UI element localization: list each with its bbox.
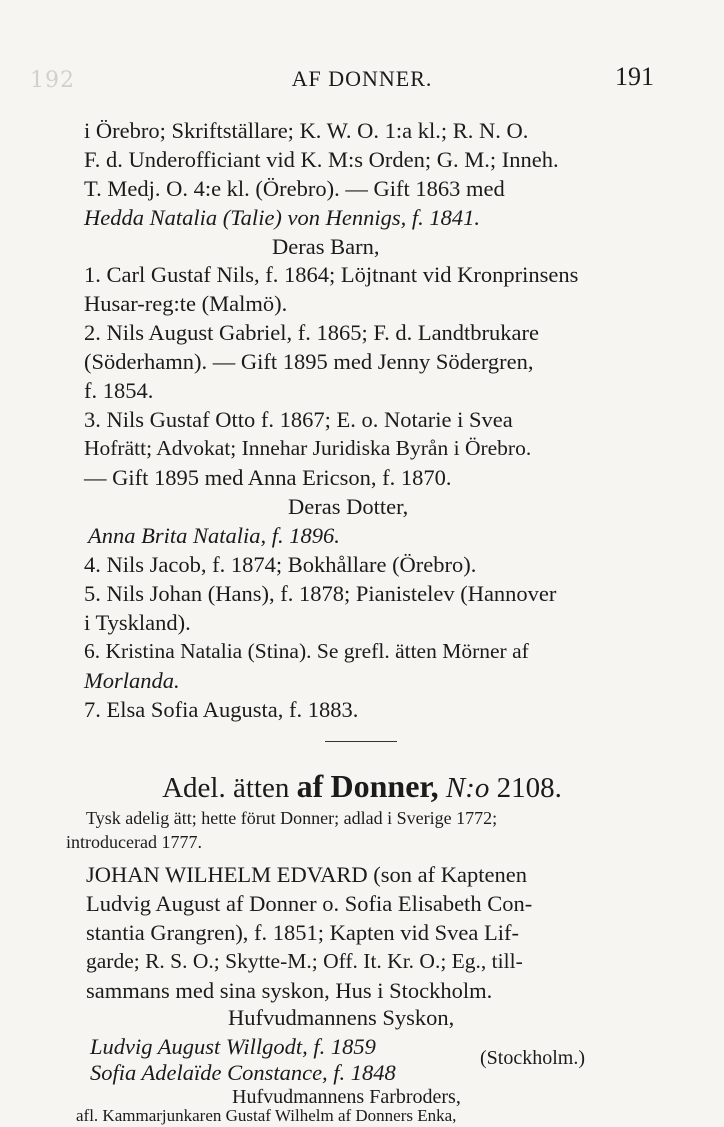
title-name: Donner,: [330, 768, 439, 804]
text-line: Husar-reg:te (Malmö).: [84, 291, 288, 316]
text-line: T. Medj. O. 4:e kl. (Örebro). — Gift 1863 med: [84, 176, 505, 201]
text-line: stantia Grangren), f. 1851; Kapten vid Svea Lif-: [86, 920, 519, 945]
page-header: [0, 62, 724, 102]
text-line: Ludvig August af Donner o. Sofia Elisabeth Con-: [86, 891, 533, 916]
text-line: F. d. Underofficiant vid K. M:s Orden; G. M.; Inneh.: [84, 147, 559, 172]
text-line: Morlanda.: [84, 668, 180, 693]
child-entry: 5. Nils Johan (Hans), f. 1878; Pianistelev (Hannover: [84, 581, 557, 606]
text-line: i Örebro; Skriftställare; K. W. O. 1:a kl.; R. N. O.: [84, 118, 529, 143]
sibling-entry: Sofia Adelaïde Constance, f. 1848: [90, 1060, 396, 1085]
family-title: [0, 768, 724, 805]
child-entry: 1. Carl Gustaf Nils, f. 1864; Löjtnant vid Kronprinsens: [84, 262, 579, 287]
title-af: af: [296, 768, 324, 804]
section-divider: [325, 741, 397, 742]
child-entry: 7. Elsa Sofia Augusta, f. 1883.: [84, 697, 359, 722]
intro-line: introducerad 1777.: [66, 832, 202, 852]
text-line: (Söderhamn). — Gift 1895 med Jenny Södergren,: [84, 349, 534, 374]
sibling-residence: (Stockholm.): [480, 1047, 585, 1069]
title-prefix: Adel. ätten: [162, 772, 290, 804]
subheading-farbroders: Hufvudmannens Farbroders,: [232, 1086, 461, 1108]
child-entry: 4. Nils Jacob, f. 1874; Bokhållare (Örebro).: [84, 552, 477, 577]
head-entry: JOHAN WILHELM EDVARD (son af Kaptenen: [86, 862, 527, 887]
title-no: N:o: [445, 772, 490, 804]
text-line: Hedda Natalia (Talie) von Hennigs, f. 1841.: [84, 205, 481, 230]
page-number: 191: [615, 62, 654, 91]
subheading-deras-dotter: Deras Dotter,: [288, 494, 409, 519]
child-entry: 3. Nils Gustaf Otto f. 1867; E. o. Notarie i Svea: [84, 407, 513, 432]
grandchild-entry: Anna Brita Natalia, f. 1896.: [88, 523, 340, 548]
bleed-through-page-number: 192: [30, 68, 75, 93]
text-line: — Gift 1895 med Anna Ericson, f. 1870.: [84, 465, 452, 490]
subheading-deras-barn: Deras Barn,: [272, 234, 380, 259]
text-line: i Tyskland).: [84, 610, 191, 635]
intro-line: Tysk adelig ätt; hette förut Donner; adlad i Sverige 1772;: [86, 808, 498, 828]
sibling-entry: Ludvig August Willgodt, f. 1859: [90, 1034, 376, 1059]
text-line: f. 1854.: [84, 378, 154, 403]
text-line: garde; R. S. O.; Skytte-M.; Off. It. Kr. O.; Eg., till-: [86, 949, 523, 973]
text-line: afl. Kammarjunkaren Gustaf Wilhelm af Donners Enka,: [76, 1106, 457, 1125]
child-entry: 6. Kristina Natalia (Stina). Se grefl. ätten Mörner af: [84, 639, 529, 663]
text-line: sammans med sina syskon, Hus i Stockholm.: [86, 978, 493, 1003]
text-line: Hofrätt; Advokat; Innehar Juridiska Byrån i Örebro.: [84, 436, 532, 460]
title-number: 2108.: [496, 772, 562, 804]
child-entry: 2. Nils August Gabriel, f. 1865; F. d. Landtbrukare: [84, 320, 540, 345]
running-title: AF DONNER.: [291, 66, 433, 91]
subheading-syskon: Hufvudmannens Syskon,: [228, 1005, 455, 1030]
